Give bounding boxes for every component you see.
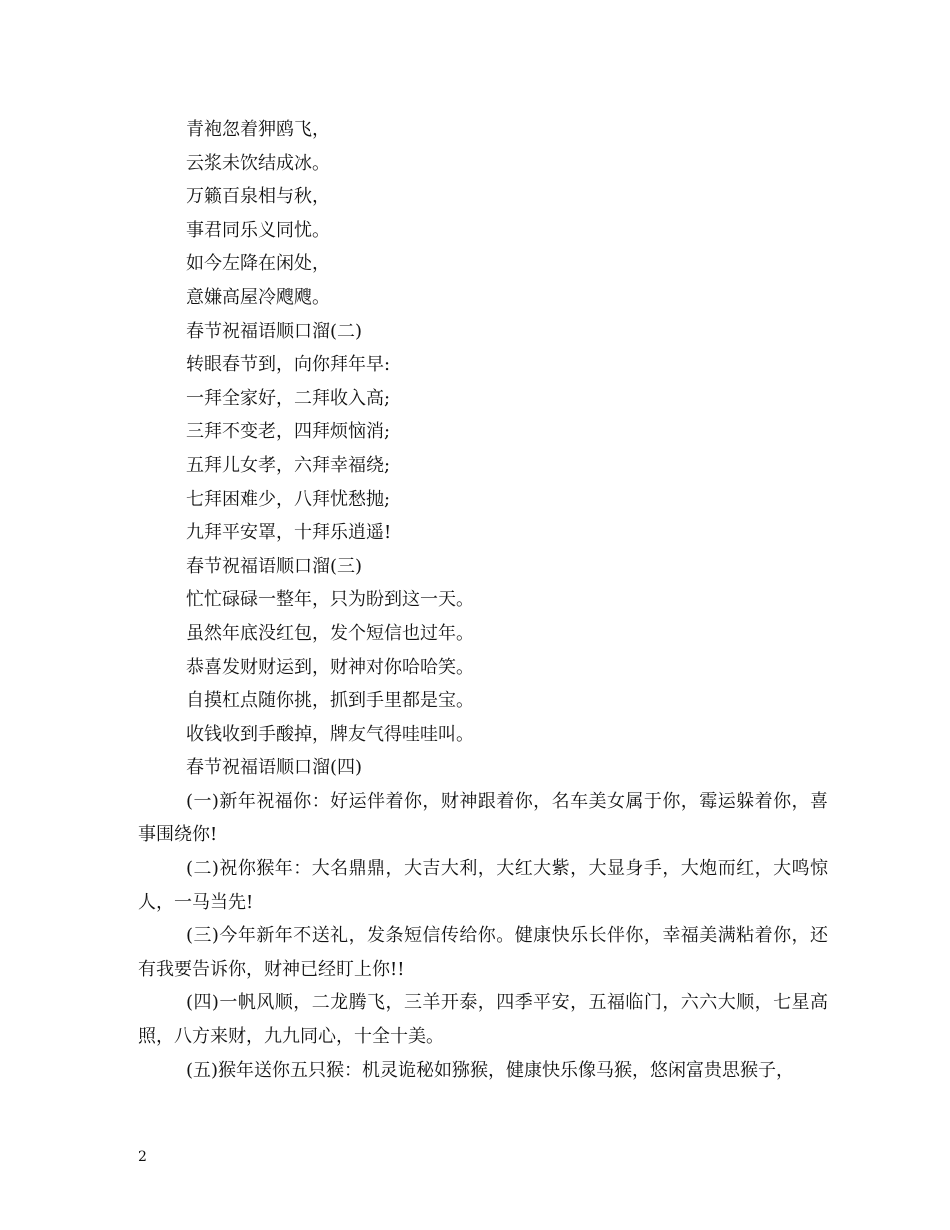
verse-line: 虽然年底没红包，发个短信也过年。 bbox=[186, 622, 474, 644]
verse-line: 七拜困难少，八拜忧愁抛; bbox=[186, 488, 391, 510]
poem-line: 事君同乐义同忧。 bbox=[186, 219, 330, 241]
verse-line: 一拜全家好，二拜收入高; bbox=[186, 387, 391, 409]
poem-line: 青袍忽着狎鸥飞， bbox=[186, 119, 330, 140]
poem-line: 云浆未饮结成冰。 bbox=[186, 152, 330, 174]
document-body bbox=[138, 113, 828, 1087]
verse-line: 收钱收到手酸掉，牌友气得哇哇叫。 bbox=[186, 723, 474, 745]
blessing-paragraph: (五)猴年送你五只猴：机灵诡秘如猕猴，健康快乐像马猴，悠闲富贵思猴子， bbox=[186, 1059, 795, 1081]
blessing-paragraph: (一)新年祝福你：好运伴着你，财神跟着你，名车美女属于你，霉运躲着你，喜事围绕你! bbox=[138, 790, 828, 846]
verse-line: 忙忙碌碌一整年，只为盼到这一天。 bbox=[186, 589, 474, 611]
verse-line: 五拜儿女孝，六拜幸福绕; bbox=[186, 454, 391, 476]
verse-line: 自摸杠点随你挑，抓到手里都是宝。 bbox=[186, 690, 474, 712]
blessing-paragraph: (四)一帆风顺，二龙腾飞，三羊开泰，四季平安，五福临门，六六大顺，七星高照，八方来财，九九同心，十全十美。 bbox=[138, 992, 828, 1048]
page-number: 2 bbox=[138, 1149, 147, 1165]
verse-line: 转眼春节到，向你拜年早: bbox=[186, 354, 391, 376]
verse-line: 三拜不变老，四拜烦恼消; bbox=[186, 421, 391, 443]
blessing-paragraph: (三)今年新年不送礼，发条短信传给你。健康快乐长伴你，幸福美满粘着你，还有我要告诉你，财神已经盯上你!! bbox=[138, 925, 828, 980]
blessing-paragraph: (二)祝你猴年：大名鼎鼎，大吉大利，大红大紫，大显身手，大炮而红，大鸣惊人，一马当先! bbox=[138, 858, 828, 913]
verse-line: 九拜平安罩，十拜乐逍遥! bbox=[186, 522, 392, 544]
section-heading: 春节祝福语顺口溜(四) bbox=[186, 757, 363, 779]
verse-line: 恭喜发财财运到，财神对你哈哈笑。 bbox=[186, 656, 474, 678]
poem-line: 意嫌高屋冷飕飕。 bbox=[186, 286, 330, 308]
section-heading: 春节祝福语顺口溜(二) bbox=[186, 320, 363, 342]
section-heading: 春节祝福语顺口溜(三) bbox=[186, 555, 363, 577]
poem-line: 如今左降在闲处， bbox=[186, 253, 330, 275]
poem-line: 万籁百泉相与秋， bbox=[186, 186, 330, 208]
